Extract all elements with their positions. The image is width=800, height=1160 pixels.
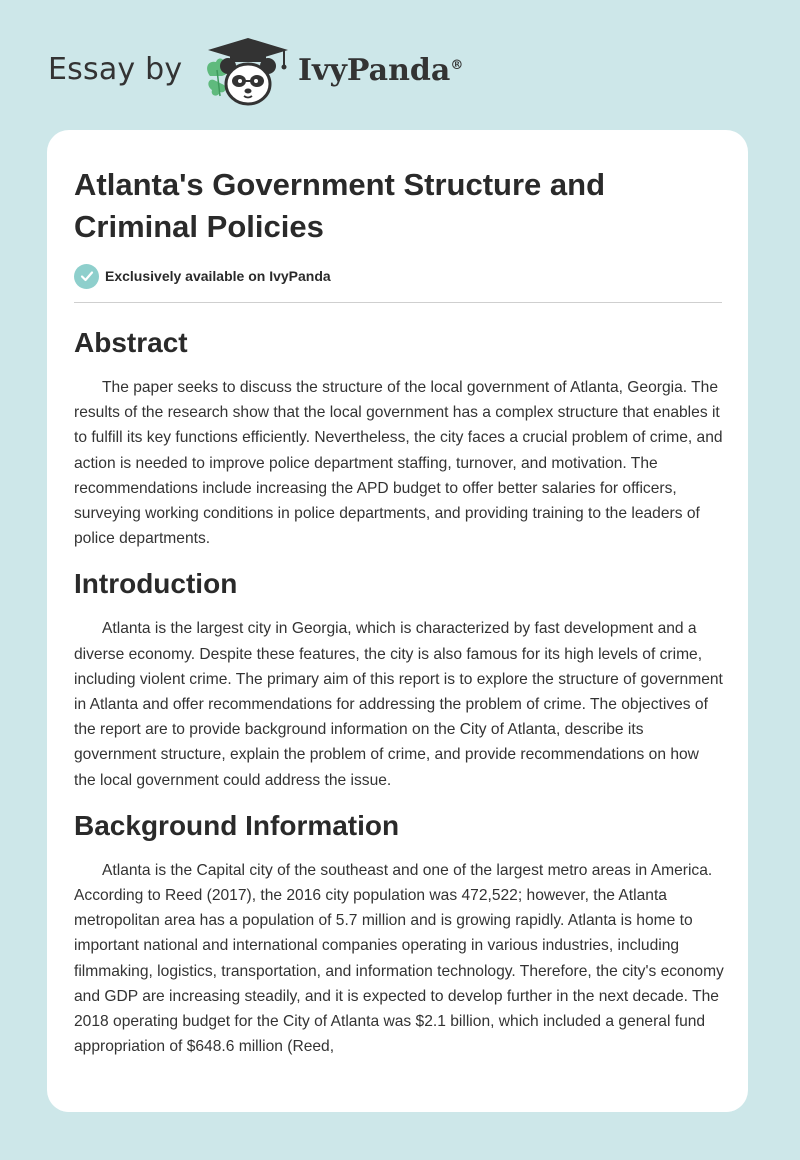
check-icon (74, 264, 99, 289)
site-header (48, 36, 508, 108)
exclusive-badge (74, 263, 331, 289)
page-title: Atlanta's Government Structure and Criminal Policies (74, 167, 606, 244)
brand-name[interactable]: IvyPanda® (298, 53, 464, 88)
essay-by-label: Essay by (48, 52, 183, 87)
essay-content (74, 320, 724, 1069)
panda-logo-icon[interactable] (202, 36, 294, 108)
section-paragraph: The paper seeks to discuss the structure of the local government of Atlanta, Georgia. The results of the research show that the local government has a complex structure that enables it to fulfill its key functions efficiently. Nevertheless, the city faces a crucial problem of crime, and action is needed to improve police department staffing, turnover, and motivation. The recommendations include increasing the APD budget to offer better salaries for officers, surveying working conditions in police departments, and providing training to the leaders of police departments. (74, 379, 723, 548)
badge-label: Exclusively available on IvyPanda (105, 268, 331, 284)
section-abstract (74, 320, 724, 551)
card-fade (47, 1094, 748, 1112)
section-paragraph: Atlanta is the largest city in Georgia, which is characterized by fast development and a diverse economy. Despite these features, the city is also famous for its high levels of crime, including violent crime. The primary aim of this report is to explore the structure of government in Atlanta and offer recommendations for addressing the problem of crime. The objectives of the report are to provide background information on the City of Atlanta, describe its government structure, explain the problem of crime, and provide recommendations on how the local government could address the issue. (74, 620, 723, 789)
essay-card (47, 130, 748, 1112)
section-background (74, 803, 724, 1060)
section-heading: Background Information (74, 809, 400, 841)
section-heading: Introduction (74, 568, 238, 600)
divider (74, 302, 722, 303)
registered-mark: ® (450, 58, 464, 73)
section-paragraph: Atlanta is the Capital city of the southeast and one of the largest metro areas in America. According to Reed (2017), the 2016 city population was 472,522; however, the Atlanta metropolitan area has a population of 5.7 million and is growing rapidly. Atlanta is home to important national and international companies operating in various industries, including filmmaking, logistics, transportation, and information technology. Therefore, the city's economy and GDP are increasing steadily, and it is expected to develop further in the next decade. The 2018 operating budget for the City of Atlanta was $2.1 billion, which included a general fund appropriation of $648.6 million (Reed, (74, 861, 724, 1056)
section-introduction (74, 561, 724, 792)
section-heading: Abstract (74, 327, 188, 358)
